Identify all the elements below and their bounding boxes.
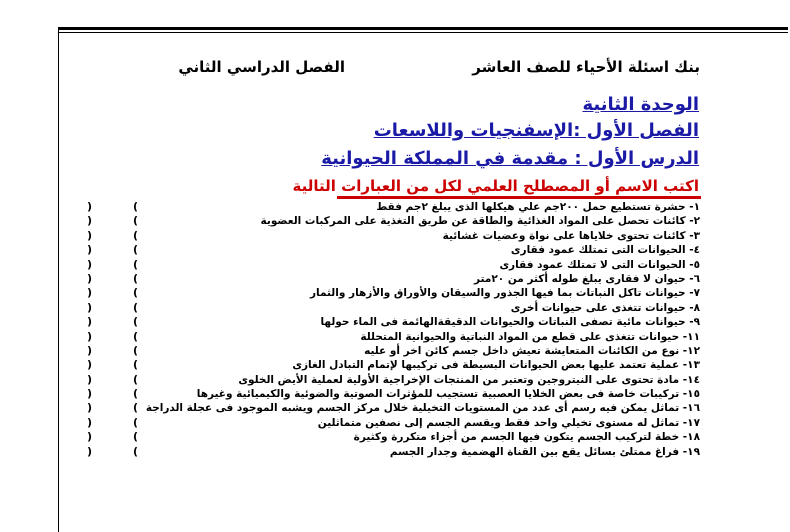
- question-row: [60, 200, 700, 214]
- answer-paren-open: (: [133, 315, 139, 329]
- answer-paren-open: (: [133, 387, 139, 401]
- question-text: ٨- حيوانات تتغذى على حيوانات أخرى: [510, 301, 700, 314]
- top-border-thin: [58, 32, 788, 33]
- answer-paren-close: ): [87, 200, 93, 213]
- answer-paren-close: ): [87, 228, 93, 242]
- answer-paren-open: (: [133, 329, 139, 343]
- question-text: ٦- حيوان لا فقارى يبلغ طوله أكثر من ٢٠متر: [474, 272, 700, 285]
- answer-paren-open: (: [133, 343, 139, 357]
- questions-list: [60, 200, 700, 459]
- answer-paren-open: (: [133, 243, 139, 257]
- answer-paren-open: (: [133, 286, 139, 300]
- question-row: [60, 258, 700, 272]
- question-text: ١١- حيوانات تتغذى على قطع من المواد النباتية والحيوانية المتحللة: [360, 330, 700, 343]
- question-text: ٧- حيوانات تاكل النباتات بما فيها الجذور والسيقان والأوراق والأزهار والثمار: [309, 287, 700, 300]
- question-row: [60, 229, 700, 243]
- question-row: [60, 387, 700, 401]
- term-label: الفصل الدراسي الثاني: [178, 58, 345, 76]
- answer-paren-close: ): [87, 286, 93, 300]
- question-text: ٤- الحيوانات التى تمتلك عمود فقارى: [510, 244, 700, 257]
- question-text: ١٣- عملية تعتمد عليها بعض الحيوانات البسيطة فى تركيبها لإتمام التبادل الغازى: [292, 359, 700, 372]
- answer-paren-open: (: [133, 415, 139, 429]
- answer-paren-open: (: [133, 228, 139, 242]
- question-text: ١٥- تركيبات خاصة فى بعض الخلايا العصبية تستجيب للمؤثرات الصوتية والضوئية والكيميائية وغيرها: [196, 388, 700, 401]
- question-text: ١٤- مادة تحتوى على النيتروجين وتعتبر من المنتجات الإخراجية الأولية لعملية الأيض الخلوى: [238, 373, 700, 386]
- question-row: [60, 430, 700, 444]
- answer-paren-open: (: [133, 358, 139, 372]
- question-text: ١٩- فراغ ممتلئ بسائل يقع بين القناة الهضمية وجدار الجسم: [389, 445, 700, 458]
- answer-paren-close: ): [87, 401, 93, 415]
- lesson-heading: الدرس الأول : مقدمة في المملكة الحيوانية: [321, 148, 699, 169]
- question-text: ٩- حيوانات مائية تصفى النباتات والحيوانات الدقيقةالهائمة فى الماء حولها: [320, 316, 700, 329]
- answer-paren-close: ): [87, 257, 93, 271]
- answer-paren-open: (: [133, 214, 139, 228]
- question-text: ١- حشرة تستطيع حمل ٢٠٠جم علي هيكلها الذى يبلغ ٢جم فقط: [376, 201, 700, 213]
- answer-paren-open: (: [133, 257, 139, 271]
- answer-paren-close: ): [87, 415, 93, 429]
- bank-title: بنك اسئلة الأحياء للصف العاشر: [472, 58, 700, 76]
- question-row: [60, 358, 700, 372]
- answer-paren-close: ): [87, 243, 93, 257]
- question-text: ٢- كائنات تحصل على المواد الغذائية والطاقة عن طريق التغذية على المركبات العضوية: [260, 215, 700, 228]
- question-text: ٣- كائنات تحتوى خلاياها على نواة وعضيات غشائية: [442, 229, 700, 242]
- question-text: ٥- الحيوانات التى لا تمتلك عمود فقارى: [499, 258, 700, 271]
- answer-paren-open: (: [133, 401, 139, 415]
- answer-paren-open: (: [133, 430, 139, 444]
- answer-paren-open: (: [133, 372, 139, 386]
- question-row: [60, 214, 700, 228]
- answer-paren-open: (: [133, 271, 139, 285]
- chapter-heading: الفصل الأول :الإسفنجيات واللاسعات: [373, 120, 699, 141]
- question-row: [60, 416, 700, 430]
- question-row: [60, 445, 700, 459]
- question-text: ١٧- تماثل له مستوى تخيلي واحد فقط ويقسم الجسم إلى نصفين متماثلين: [317, 416, 700, 429]
- answer-paren-close: ): [87, 329, 93, 343]
- question-row: [60, 330, 700, 344]
- question-row: [60, 301, 700, 315]
- question-text: ١٦- تماثل يمكن فيه رسم أى عدد من المستويات التخيلية خلال مركز الجسم ويشبه الموجود فى عجلة الدراجة: [145, 402, 700, 415]
- answer-paren-close: ): [87, 387, 93, 401]
- question-text: ١٢- نوع من الكائنات المتعايشة تعيش داخل جسم كائن اخر أو عليه: [364, 344, 700, 357]
- answer-paren-close: ): [87, 315, 93, 329]
- answer-paren-close: ): [87, 444, 93, 458]
- question-text: ١٨- خطة لتركيب الجسم يتكون فيها الجسم من أجزاء متكررة وكثيرة: [353, 431, 700, 444]
- left-border: [58, 27, 59, 532]
- answer-paren-close: ): [87, 343, 93, 357]
- answer-paren-open: (: [133, 300, 139, 314]
- answer-paren-close: ): [87, 214, 93, 228]
- answer-paren-close: ): [87, 271, 93, 285]
- unit-heading: الوحدة الثانية: [582, 94, 699, 115]
- answer-paren-open: (: [133, 444, 139, 458]
- answer-paren-close: ): [87, 358, 93, 372]
- instruction-underline: [337, 196, 701, 199]
- question-row: [60, 243, 700, 257]
- instruction-text: اكتب الاسم أو المصطلح العلمي لكل من العبارات التالية: [292, 177, 699, 195]
- question-row: [60, 272, 700, 286]
- top-border-thick: [58, 27, 788, 30]
- question-row: [60, 344, 700, 358]
- question-row: [60, 286, 700, 300]
- answer-paren-close: ): [87, 372, 93, 386]
- answer-paren-close: ): [87, 430, 93, 444]
- answer-paren-close: ): [87, 300, 93, 314]
- answer-paren-open: (: [133, 200, 139, 213]
- question-row: [60, 315, 700, 329]
- question-row: [60, 373, 700, 387]
- question-row: [60, 401, 700, 415]
